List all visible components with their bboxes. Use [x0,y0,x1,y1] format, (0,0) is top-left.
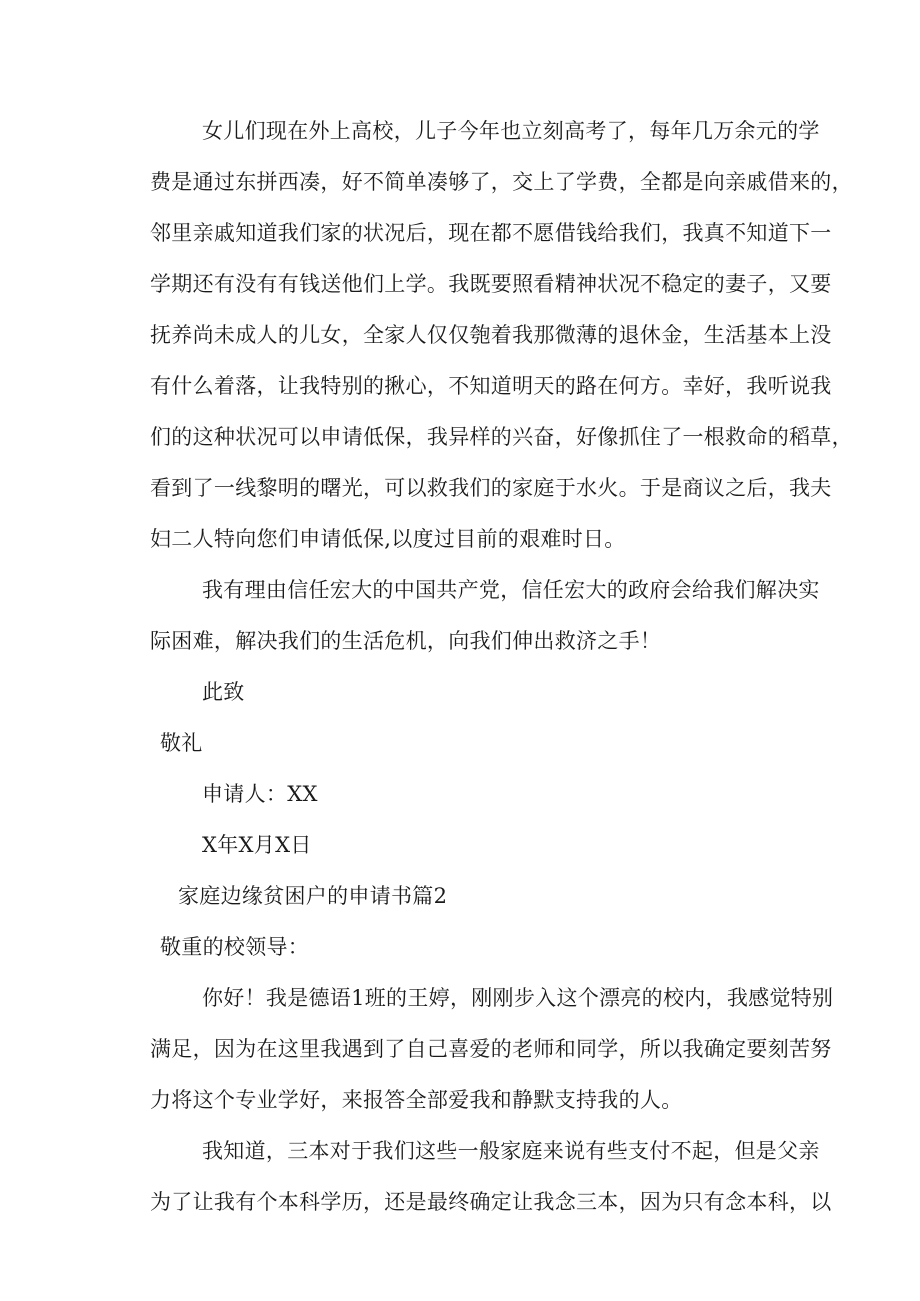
salutation: 敬重的校领导： [160,935,310,959]
paragraph-line: 邻里亲戚知道我们家的状况后，现在都不愿借钱给我们，我真不知道下一 [150,221,832,245]
paragraph-line: 际困难，解决我们的生活危机，向我们伸出救济之手！ [150,629,662,653]
closing-cizhi: 此致 [202,680,245,704]
applicant-signature: 申请人：XX [202,782,318,806]
paragraph-line: 费是通过东拼西凑，好不简单凑够了，交上了学费，全都是向亲戚借来的， [150,170,853,194]
paragraph-line: 看到了一线黎明的曙光，可以救我们的家庭于水火。于是商议之后，我夫 [150,476,832,500]
application-date: X年X月X日 [202,833,312,857]
paragraph-line: 为了让我有个本科学历，还是最终确定让我念三本，因为只有念本科，以 [150,1190,832,1214]
paragraph-line: 抚养尚未成人的儿女，全家人仅仅匏着我那微薄的退休金，生活基本上没 [150,323,832,347]
paragraph-line: 学期还有没有有钱送他们上学。我既要照看精神状况不稳定的妻子，又要 [150,272,832,296]
section-title: 家庭边缘贫困户的申请书篇2 [178,884,448,908]
paragraph-line: 妇二人特向您们申请低保,以度过目前的艰难时日。 [150,527,626,551]
paragraph-line: 女儿们现在外上高校，儿子今年也立刻高考了，每年几万余元的学 [202,119,820,143]
paragraph-line: 我知道，三本对于我们这些一般家庭来说有些支付不起，但是父亲 [202,1139,820,1163]
paragraph-line: 们的这种状况可以申请低保，我异样的兴奋，好像抓住了一根救命的稻草， [150,425,853,449]
closing-jingli: 敬礼 [160,731,203,755]
paragraph-line: 我有理由信任宏大的中国共产党，信任宏大的政府会给我们解决实 [202,578,820,602]
paragraph-line: 你好！我是德语1班的王婷，刚刚步入这个漂亮的校内，我感觉特别 [202,986,834,1010]
paragraph-line: 有什么着落，让我特别的揪心，不知道明天的路在何方。幸好，我听说我 [150,374,832,398]
paragraph-line: 力将这个专业学好，来报答全部爱我和静默支持我的人。 [150,1088,683,1112]
paragraph-line: 满足，因为在这里我遇到了自己喜爱的老师和同学，所以我确定要刻苦努 [150,1037,832,1061]
